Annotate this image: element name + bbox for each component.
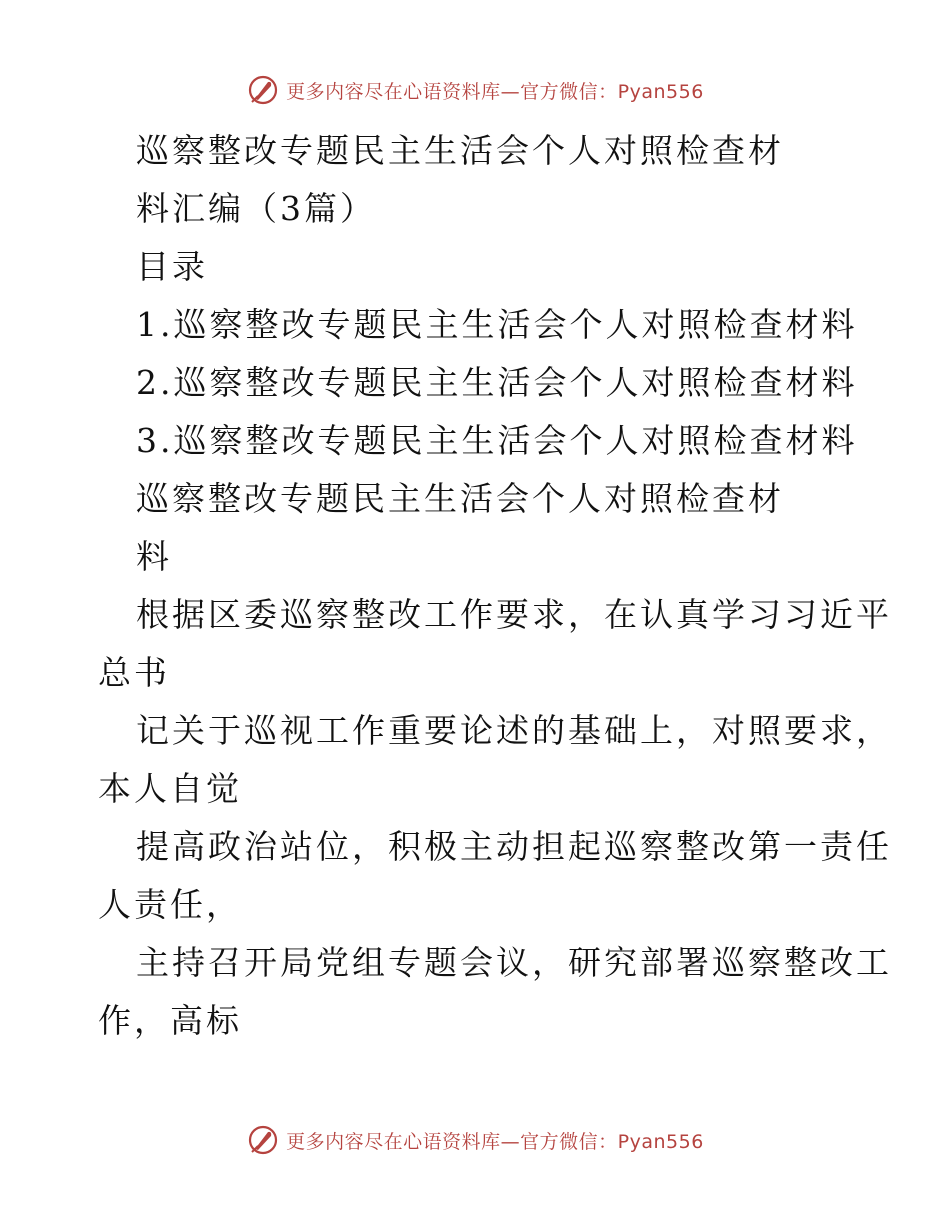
toc-item-3: 3.巡察整改专题民主生活会个人对照检查材料 — [136, 421, 858, 460]
watermark-text: 更多内容尽在心语资料库—官方微信：Pyan556 — [286, 1130, 704, 1153]
paragraph-line: 本人自觉 — [98, 769, 242, 808]
section-title-line-1: 巡察整改专题民主生活会个人对照检查材 — [136, 479, 784, 518]
paragraph-line: 作，高标 — [98, 1001, 242, 1040]
watermark-text: 更多内容尽在心语资料库—官方微信：Pyan556 — [286, 80, 704, 103]
toc-item-1: 1.巡察整改专题民主生活会个人对照检查材料 — [136, 305, 858, 344]
footer-watermark — [0, 1120, 950, 1160]
header-watermark — [0, 70, 950, 110]
paragraph-line: 主持召开局党组专题会议，研究部署巡察整改工 — [136, 943, 892, 982]
paragraph-line: 记关于巡视工作重要论述的基础上，对照要求， — [136, 711, 892, 750]
paragraph-line: 提高政治站位，积极主动担起巡察整改第一责任 — [136, 827, 892, 866]
paragraph-line: 人责任， — [98, 885, 242, 924]
feather-pen-logo-icon — [246, 73, 280, 107]
feather-pen-logo-icon — [246, 1123, 280, 1157]
section-title-line-2: 料 — [136, 537, 172, 576]
document-title-line-1: 巡察整改专题民主生活会个人对照检查材 — [136, 131, 784, 170]
toc-item-2: 2.巡察整改专题民主生活会个人对照检查材料 — [136, 363, 858, 402]
document-title-line-2: 料汇编（3篇） — [136, 189, 376, 228]
paragraph-line: 根据区委巡察整改工作要求，在认真学习习近平 — [136, 595, 892, 634]
paragraph-line: 总书 — [98, 653, 170, 692]
document-body — [98, 122, 892, 1050]
toc-heading: 目录 — [136, 247, 208, 286]
